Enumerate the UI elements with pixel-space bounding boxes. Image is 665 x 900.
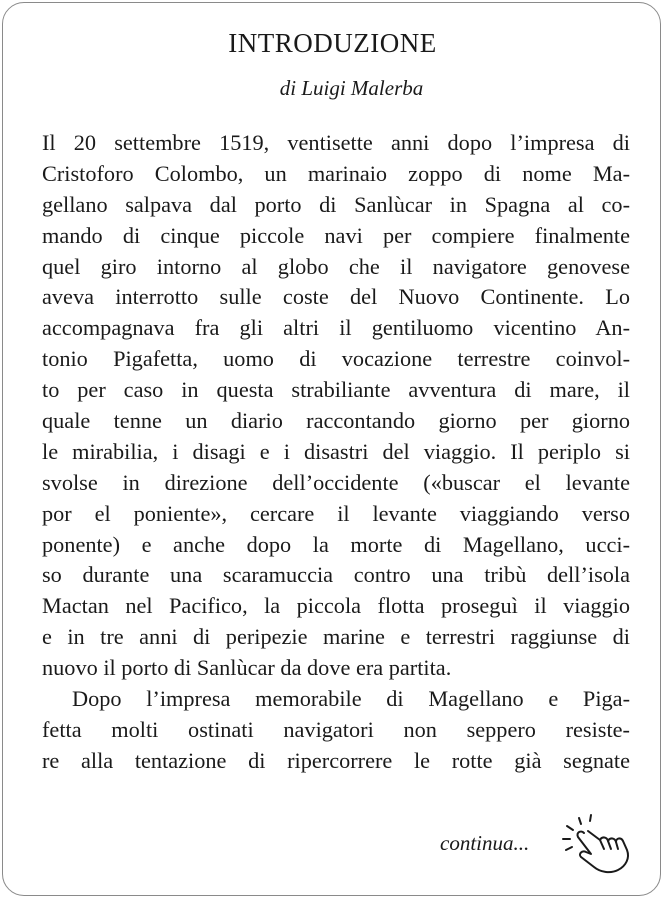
tap-hand-icon[interactable] bbox=[558, 812, 636, 874]
text-line: fetta molti ostinati navigatori non seppero resiste- bbox=[42, 716, 630, 742]
text-line: Cristoforo Colombo, un marinaio zoppo di nome Ma- bbox=[42, 160, 630, 186]
continue-link[interactable]: continua... bbox=[440, 831, 530, 855]
text-line: re alla tentazione di ripercorrere le rotte già segnate bbox=[42, 747, 630, 773]
text-line: mando di cinque piccole navi per compiere finalmente bbox=[42, 222, 630, 248]
text-line: gellano salpava dal porto di Sanlùcar in Spagna al co- bbox=[42, 191, 630, 217]
text-line: le mirabilia, i disagi e i disastri del viaggio. Il periplo si bbox=[42, 438, 630, 464]
text-line: tonio Pigafetta, uomo di vocazione terrestre coinvol- bbox=[42, 346, 630, 372]
author-byline: di Luigi Malerba bbox=[279, 76, 424, 100]
text-line: aveva interrotto sulle coste del Nuovo Continente. Lo bbox=[42, 284, 630, 310]
page-title: INTRODUZIONE bbox=[228, 28, 437, 58]
text-line: svolse in direzione dell’occidente («buscar el levante bbox=[42, 469, 630, 495]
text-line: Il 20 settembre 1519, ventisette anni dopo l’impresa di bbox=[42, 130, 630, 155]
text-line: por el poniente», cercare il levante viaggiando verso bbox=[42, 500, 630, 526]
text-line: accompagnava fra gli altri il gentiluomo vicentino An- bbox=[42, 315, 630, 341]
text-line: e in tre anni di peripezie marine e terrestri raggiunse di bbox=[42, 624, 630, 650]
body-text bbox=[42, 128, 630, 777]
text-line: ponente) e anche dopo la morte di Magellano, ucci- bbox=[42, 531, 630, 557]
text-line: nuovo il porto di Sanlùcar da dove era partita. bbox=[42, 655, 452, 681]
text-line: to per caso in questa strabiliante avventura di mare, il bbox=[42, 377, 630, 403]
text-line: Mactan nel Pacifico, la piccola flotta proseguì il viaggio bbox=[42, 593, 630, 619]
text-line: Dopo l’impresa memorabile di Magellano e Piga- bbox=[72, 686, 630, 712]
text-line: quel giro intorno al globo che il navigatore genovese bbox=[42, 253, 630, 279]
text-line: so durante una scaramuccia contro una tribù dell’isola bbox=[42, 562, 630, 588]
text-line: quale tenne un diario raccontando giorno per giorno bbox=[42, 408, 630, 434]
